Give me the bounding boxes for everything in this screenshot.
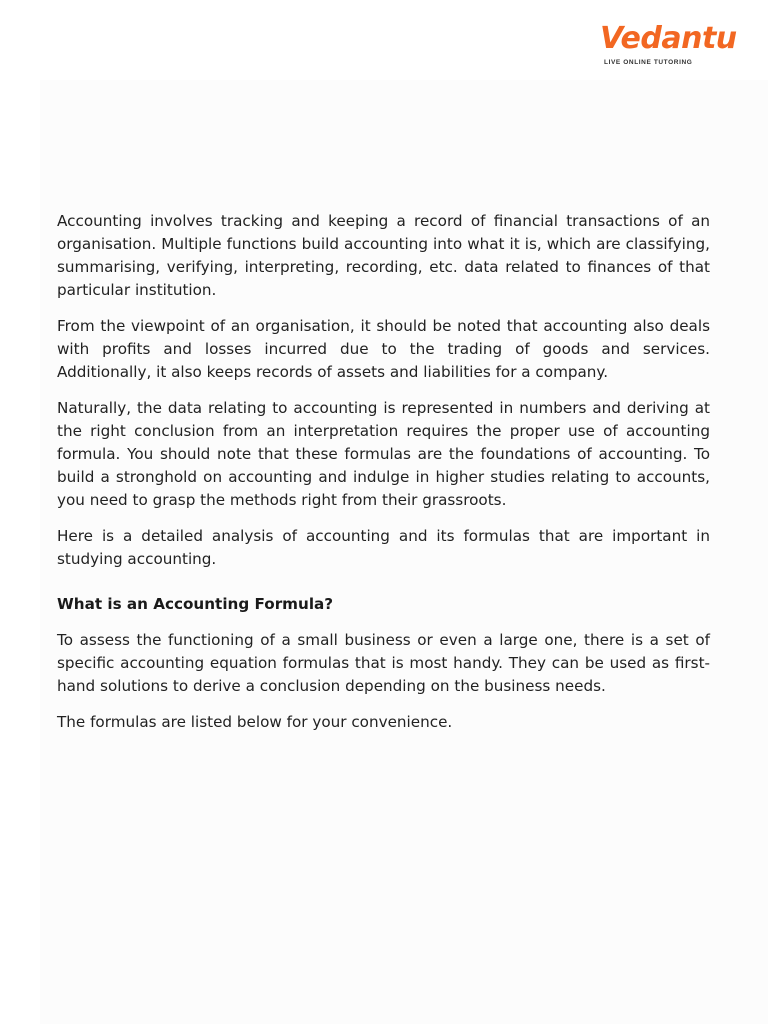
paragraph-intro-1: Accounting involves tracking and keeping a record of financial transactions of an organisation. Multiple functions build accounting into what it is, which are classifying, summarising, verifying, interpreting, recording, etc. data related to finances of that particular institution. [57, 212, 710, 299]
document-body [57, 210, 710, 747]
logo-wordmark: Vedantu [600, 21, 737, 56]
paragraph-intro-3: Naturally, the data relating to accounting is represented in numbers and deriving at the right conclusion from an interpretation requires the proper use of accounting formula. You should note that these formulas are the foundations of accounting. To build a stronghold on accounting and indulge in higher studies relating to accounts, you need to grasp the methods right from their grassroots. [57, 399, 710, 509]
vedantu-logo [600, 21, 737, 66]
paragraph-section-2: The formulas are listed below for your convenience. [57, 713, 453, 731]
paragraph-section-1: To assess the functioning of a small business or even a large one, there is a set of specific accounting equation formulas that is most handy. They can be used as first-hand solutions to derive a conclusion depending on the business needs. [57, 631, 710, 695]
paragraph-intro-2: From the viewpoint of an organisation, it should be noted that accounting also deals with profits and losses incurred due to the trading of goods and services. Additionally, it also keeps records of assets and liabilities for a company. [57, 317, 710, 381]
logo-tagline: LIVE ONLINE TUTORING [604, 59, 693, 66]
section-heading: What is an Accounting Formula? [57, 595, 334, 613]
paragraph-intro-4: Here is a detailed analysis of accounting and its formulas that are important in studying accounting. [57, 527, 710, 568]
